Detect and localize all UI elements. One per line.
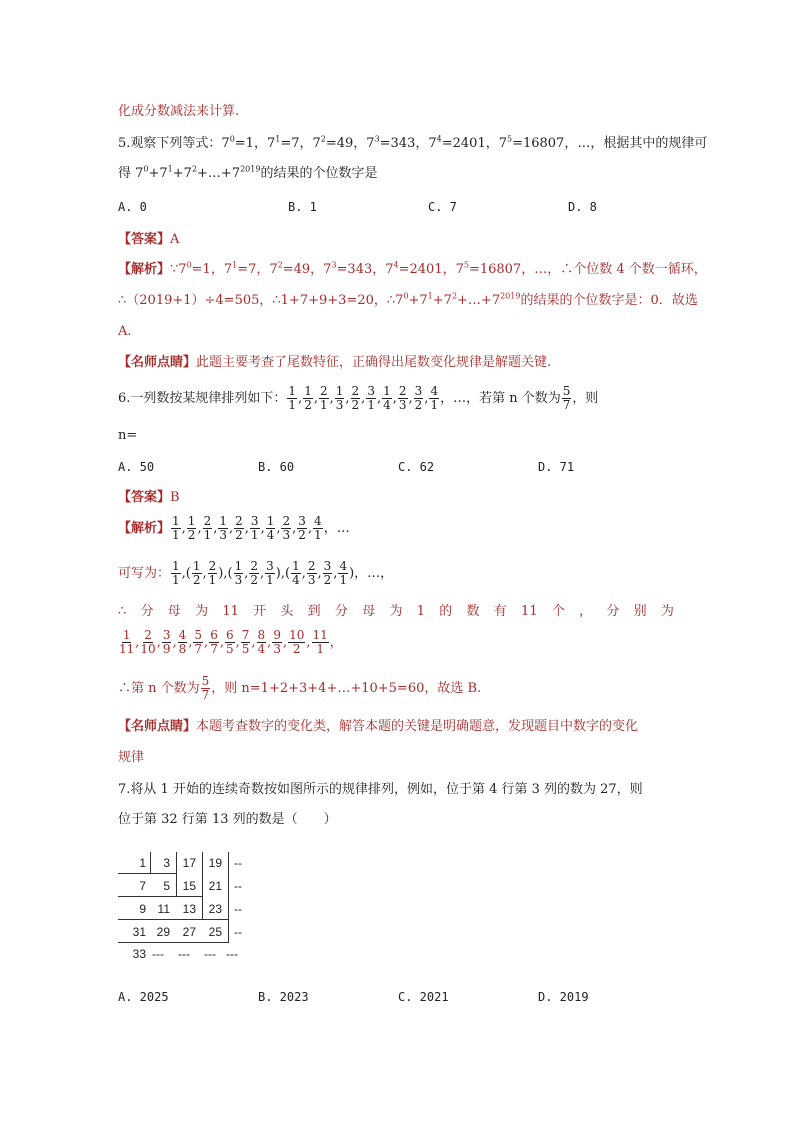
numerator: 3: [266, 559, 274, 573]
numerator: 5: [562, 384, 571, 398]
fraction-list: $\frac{1}{11}$ , $\frac{2}{10}$ , $\frac{3}{9}$ , $\frac{4}{8}$ , $\frac{5}{7}$ , $\frac{6}{7}$ , $\frac{6}{5}$ , $\frac{7}{5}$ , $\frac{8}{4}$ , $\frac{9}{3}$ , $\frac{10}{2}$ , $\frac{11}{1}$: [119, 628, 328, 656]
char: 有: [493, 604, 507, 619]
numerator: 1: [172, 514, 180, 528]
fraction: [562, 385, 572, 412]
fraction: [171, 515, 181, 542]
numerator: 1: [304, 384, 312, 398]
denominator: 1: [172, 528, 180, 542]
numerator: 3: [162, 628, 171, 642]
numerator: 1: [172, 559, 180, 573]
q5-jx-line-1: [118, 262, 707, 278]
denominator: 8: [178, 642, 187, 656]
text: 的结果的个位数字是：0．故选: [520, 293, 698, 308]
numerator: 3: [323, 559, 332, 573]
grid-cell: 7: [139, 879, 146, 893]
char: 1: [416, 604, 425, 619]
char: 母: [362, 604, 376, 619]
sup: 4: [436, 134, 442, 144]
grid-cell: --: [234, 879, 242, 893]
denominator: 3: [234, 573, 243, 587]
tip-label: 【名师点睛】: [118, 355, 197, 370]
q6-option-c: C. 62: [398, 460, 435, 474]
text: +7: [148, 166, 168, 181]
q7-option-a: A. 2025: [118, 990, 169, 1004]
grid-line: [118, 896, 202, 897]
denominator: 2: [304, 398, 312, 412]
tip-text: 本题考查数字的变化类，解答本题的关键是明确题意，发现题目中数字的变化: [196, 719, 639, 734]
text: 得 7: [118, 166, 144, 181]
fraction: [249, 560, 259, 587]
intro-text: 化成分数减法来计算.: [118, 104, 240, 119]
q5-option-c: C. 7: [428, 200, 457, 214]
fraction: [351, 385, 361, 412]
denominator: 1: [203, 528, 212, 542]
text: A.: [118, 324, 132, 339]
denominator: 1: [314, 528, 322, 542]
denominator: 2: [298, 528, 306, 542]
fraction: [307, 560, 317, 587]
fraction: [208, 560, 218, 587]
denominator: 7: [562, 398, 571, 412]
fraction: [234, 515, 244, 542]
fraction: [313, 515, 323, 542]
answer-label: 【答案】: [118, 232, 171, 247]
denominator: 1: [319, 398, 328, 412]
numerator: 7: [241, 628, 250, 642]
sup: 2: [320, 134, 326, 144]
numerator: 3: [298, 514, 306, 528]
answer-label: 【答案】: [118, 490, 171, 505]
numerator: 4: [430, 384, 439, 398]
char: 11: [521, 604, 538, 619]
denominator: 2: [235, 528, 243, 542]
denominator: 2: [414, 398, 423, 412]
fraction: [338, 560, 348, 587]
numerator: 1: [335, 384, 344, 398]
char: 的: [439, 604, 453, 619]
numerator: 5: [201, 674, 210, 688]
q5-option-d: D. 8: [568, 200, 597, 214]
numerator: 3: [250, 514, 259, 528]
numerator: 2: [203, 514, 212, 528]
numerator: 2: [319, 384, 328, 398]
numerator: 1: [122, 628, 131, 642]
grid-cell: 29: [156, 925, 170, 939]
denominator: 1: [172, 573, 180, 587]
denominator: 4: [266, 528, 275, 542]
numerator: 1: [192, 559, 201, 573]
fraction: [192, 560, 202, 587]
q7-line-1: [118, 782, 643, 798]
sup: 1: [232, 260, 238, 270]
numerator: 6: [210, 628, 218, 642]
text: ∵7: [170, 262, 187, 277]
rewrite-sequence: $\frac{1}{1}$ ,( $\frac{1}{2}$ , $\frac{2}{1}$ ),( $\frac{1}{3}$ , $\frac{2}{2}$ , $\frac{3}{1}$ ),( $\frac{1}{4}$ , $\frac{2}{3}$ , $\frac{3}{2}$ , $\frac{4}{1}$ ): [172, 559, 355, 587]
sup: 1: [275, 134, 281, 144]
char: 分: [334, 604, 348, 619]
denominator: 2: [187, 528, 196, 542]
char: 11: [222, 604, 239, 619]
jx6-target-fraction: [200, 674, 212, 702]
text: ∴第 n 个数为: [118, 681, 200, 696]
text: n=: [118, 428, 138, 443]
q6-option-b: B. 60: [258, 460, 295, 474]
denominator: 11: [119, 642, 135, 656]
grid-cell: ---: [152, 947, 164, 961]
numerator: 1: [288, 384, 297, 398]
denominator: 7: [210, 642, 218, 656]
sup: 3: [374, 134, 380, 144]
grid-cell: 15: [182, 879, 196, 893]
text: ，则: [572, 391, 599, 406]
fraction: [297, 515, 307, 542]
q7-option-b: B. 2023: [258, 990, 309, 1004]
grid-cell: 11: [157, 902, 170, 916]
numerator: 8: [257, 628, 266, 642]
numerator: 4: [178, 628, 187, 642]
text: +7: [408, 293, 428, 308]
numerator: 2: [307, 559, 316, 573]
denominator: 1: [250, 528, 259, 542]
numerator: 1: [292, 559, 300, 573]
grid-cell: 25: [208, 925, 222, 939]
denominator: 2: [292, 642, 301, 656]
grid-cell: 33: [132, 947, 146, 961]
numerator: 4: [339, 559, 348, 573]
grid-line: [228, 852, 229, 943]
fraction: [382, 385, 392, 412]
numerator: 3: [414, 384, 423, 398]
grid-line: [118, 942, 228, 943]
q6-tip-line-1: [118, 719, 638, 735]
q6-jx-line-5: [118, 672, 481, 706]
fraction: [281, 515, 291, 542]
q7-line-2: [118, 812, 337, 828]
fraction: [203, 515, 213, 542]
q6-jx-line-1: [118, 512, 350, 546]
numerator: 4: [314, 514, 322, 528]
numerator: 5: [194, 628, 203, 642]
jx6-sequence: $\frac{1}{1}$ , $\frac{1}{2}$ , $\frac{2}{1}$ , $\frac{1}{3}$ , $\frac{2}{2}$ , $\frac{3}{1}$ , $\frac{1}{4}$ , $\frac{2}{3}$ , $\frac{3}{2}$ , $\frac{4}{1}$: [172, 514, 322, 542]
fraction: [312, 629, 329, 656]
denominator: 7: [201, 688, 210, 702]
denominator: 1: [367, 398, 375, 412]
text: =7，7: [237, 262, 278, 277]
grid-line: [118, 873, 176, 874]
fraction: [250, 515, 260, 542]
q6-option-a: A. 50: [118, 460, 155, 474]
text: =2401，7: [398, 262, 464, 277]
fraction: [187, 515, 197, 542]
q5-jx-line-2: [118, 293, 698, 309]
numerator: 2: [398, 384, 407, 398]
fraction: [171, 560, 181, 587]
sup: 1: [167, 164, 173, 174]
char: 为: [195, 604, 209, 619]
text: ，…，: [354, 566, 394, 581]
rewrite-label: 可写为：: [118, 566, 171, 581]
grid-cell: 31: [132, 925, 146, 939]
fraction: [178, 629, 188, 656]
grid-cell: --: [234, 902, 242, 916]
sup: 0: [143, 164, 149, 174]
text: 7.将从 1 开始的连续奇数按如图所示的规律排列，例如，位于第 4 行第 3 列的数为 27，则: [118, 782, 643, 797]
fraction: [287, 385, 297, 412]
char: ，: [579, 604, 593, 619]
text: 5.观察下列等式：7: [118, 136, 230, 151]
grid-cell: 23: [208, 902, 222, 916]
sup: 2019: [500, 291, 521, 301]
grid-cell: ---: [178, 947, 190, 961]
grid-cell: 3: [163, 856, 170, 870]
q6-tip-line-2: [118, 750, 144, 766]
fraction: [319, 385, 329, 412]
grid-cell: 5: [163, 879, 170, 893]
denominator: 7: [194, 642, 203, 656]
analysis-label: 【解析】: [118, 521, 171, 536]
grid-cell: 13: [182, 902, 196, 916]
q6-jx-line-3: [118, 604, 674, 620]
q7-option-c: C. 2021: [398, 990, 449, 1004]
q5-line-2: [118, 166, 377, 182]
sup: 2: [451, 291, 458, 301]
fraction: [265, 560, 275, 587]
numerator: 1: [187, 514, 196, 528]
sup: 5: [463, 260, 469, 270]
fraction: [335, 385, 345, 412]
text: =2401，7: [441, 136, 507, 151]
char: 为: [389, 604, 403, 619]
denominator: 9: [162, 642, 171, 656]
text: ，…: [323, 521, 350, 536]
q6-option-d: D. 71: [538, 460, 575, 474]
sup: 2: [191, 164, 198, 174]
numerator: 1: [383, 384, 391, 398]
text: =1，7: [234, 136, 276, 151]
text: =7，7: [280, 136, 321, 151]
text: ，则 n=1+2+3+4+…+10+5=60，故选 B.: [211, 681, 482, 696]
grid-line: [118, 919, 228, 920]
justified-line: [118, 604, 674, 620]
grid-cell: 27: [182, 925, 196, 939]
denominator: 4: [383, 398, 391, 412]
q6-target-fraction: [561, 384, 573, 412]
fraction: [303, 385, 313, 412]
q6-line-1: [118, 382, 598, 416]
text: =49，7: [325, 136, 375, 151]
q5-option-b: B. 1: [288, 200, 317, 214]
text: =16807，…，∴个位数 4 个数一循环，: [468, 262, 707, 277]
text: +7: [432, 293, 452, 308]
grid-cell: --: [234, 925, 242, 939]
denominator: 3: [219, 528, 227, 542]
fraction: [234, 560, 244, 587]
grid-cell: 1: [139, 856, 146, 870]
fraction: [140, 629, 155, 656]
q6-answer: [118, 490, 180, 506]
char: 开: [253, 604, 267, 619]
numerator: 3: [367, 384, 375, 398]
text: =1，7: [191, 262, 233, 277]
numerator: 9: [273, 628, 281, 642]
denominator: 3: [307, 573, 316, 587]
fraction: [272, 629, 282, 656]
denominator: 3: [398, 398, 407, 412]
grid-cell: ---: [226, 947, 238, 961]
char: 为: [660, 604, 674, 619]
sup: 5: [506, 134, 513, 144]
q5-tip: [118, 355, 551, 371]
denominator: 2: [192, 573, 201, 587]
sup: 0: [403, 291, 409, 301]
fraction: [266, 515, 276, 542]
char: 别: [633, 604, 647, 619]
q6-line-2: [118, 428, 137, 444]
numerator: 1: [266, 514, 275, 528]
numerator: 2: [208, 559, 217, 573]
numerator: 2: [235, 514, 243, 528]
tip-text: 规律: [118, 750, 145, 765]
text: =343，7: [336, 262, 394, 277]
char: 到: [307, 604, 321, 619]
fraction: [209, 629, 219, 656]
denominator: 4: [292, 573, 300, 587]
char: 母: [167, 604, 181, 619]
char: 个: [551, 604, 565, 619]
fraction: [366, 385, 376, 412]
denominator: 1: [266, 573, 274, 587]
answer-value: B: [170, 490, 180, 505]
q6-jx-line-2: [118, 557, 393, 591]
fraction: [323, 560, 333, 587]
numerator: 2: [144, 628, 152, 642]
fraction: [398, 385, 408, 412]
denominator: 3: [273, 642, 281, 656]
q6-sequence: $\frac{1}{1}$ , $\frac{1}{2}$ , $\frac{2}{1}$ , $\frac{1}{3}$ , $\frac{2}{2}$ , $\frac{3}{1}$ , $\frac{1}{4}$ , $\frac{2}{3}$ , $\frac{3}{2}$ , $\frac{4}{1}$: [288, 384, 439, 412]
text: 的结果的个位数字是: [260, 166, 378, 181]
denominator: 5: [225, 642, 234, 656]
text: ∴（2019+1）÷4=505，∴1+7+9+3=20，∴7: [118, 293, 404, 308]
q5-answer: [118, 232, 179, 248]
denominator: 1: [316, 642, 324, 656]
text: +…+7: [197, 166, 241, 181]
char: 分: [606, 604, 620, 619]
text: ，…，若第 n 个数为: [440, 391, 561, 406]
numerator: 11: [312, 628, 328, 642]
grid-cell: 21: [208, 879, 222, 893]
denominator: 4: [257, 642, 266, 656]
grid-cell: --: [234, 856, 242, 870]
sup: 1: [427, 291, 433, 301]
fraction: [414, 385, 424, 412]
numerator: 1: [234, 559, 243, 573]
denominator: 1: [208, 573, 217, 587]
sup: 0: [186, 260, 192, 270]
sup: 4: [393, 260, 399, 270]
numerator: 10: [289, 628, 305, 642]
sup: 2: [277, 260, 283, 270]
numerator: 6: [225, 628, 234, 642]
numerator: 2: [282, 514, 291, 528]
fraction: [119, 629, 134, 656]
text: =16807，…，根据其中的规律可: [512, 136, 708, 151]
char: 数: [466, 604, 480, 619]
denominator: 3: [282, 528, 291, 542]
text: 6.一列数按某规律排列如下：: [118, 391, 287, 406]
denominator: 2: [250, 573, 259, 587]
text: =343，7: [379, 136, 437, 151]
q5-jx-line-3: [118, 324, 132, 340]
tip-text: 此题主要考查了尾数特征，正确得出尾数变化规律是解题关键.: [196, 355, 552, 370]
text: +…+7: [457, 293, 501, 308]
char: 分: [140, 604, 154, 619]
fraction: [241, 629, 251, 656]
fraction: [291, 560, 301, 587]
tip-label: 【名师点睛】: [118, 719, 197, 734]
grid-cell: 19: [208, 856, 222, 870]
q7-option-d: D. 2019: [538, 990, 589, 1004]
text: =49，7: [282, 262, 332, 277]
grid-cell: 17: [182, 856, 196, 870]
denominator: 1: [288, 398, 297, 412]
numerator: 1: [219, 514, 227, 528]
text: +7: [172, 166, 192, 181]
fraction: [218, 515, 228, 542]
sup: 2019: [240, 164, 261, 174]
fraction: [193, 629, 203, 656]
answer-value: A: [170, 232, 180, 247]
denominator: 2: [323, 573, 332, 587]
analysis-label: 【解析】: [118, 262, 171, 277]
sup: 0: [229, 134, 235, 144]
fraction: [257, 629, 267, 656]
char: ∴: [118, 604, 127, 619]
fraction: [201, 675, 211, 702]
text: 位于第 32 行第 13 列的数是（ ）: [118, 812, 337, 827]
sup: 3: [331, 260, 337, 270]
fraction: [288, 629, 305, 656]
numerator: 2: [351, 384, 360, 398]
q5-line-1: [118, 136, 707, 152]
fraction: [429, 385, 439, 412]
fraction: [162, 629, 172, 656]
fraction: [225, 629, 235, 656]
q6-jx-line-4: $\frac{1}{11}$ , $\frac{2}{10}$ , $\frac{3}{9}$ , $\frac{4}{8}$ , $\frac{5}{7}$ , $\frac{6}{7}$ , $\frac{6}{5}$ , $\frac{7}{5}$ , $\frac{8}{4}$ , $\frac{9}{3}$ , $\frac{10}{2}$ , $\frac{11}{1}$ ，: [119, 628, 343, 656]
denominator: 5: [241, 642, 250, 656]
denominator: 1: [430, 398, 439, 412]
intro-line: [118, 104, 239, 120]
q5-option-a: A. 0: [118, 200, 147, 214]
char: 头: [280, 604, 294, 619]
grid-cell: ---: [204, 947, 216, 961]
denominator: 10: [140, 642, 156, 656]
numerator: 2: [250, 559, 259, 573]
grid-cell: 9: [139, 902, 146, 916]
denominator: 1: [339, 573, 348, 587]
denominator: 2: [351, 398, 360, 412]
denominator: 3: [335, 398, 344, 412]
